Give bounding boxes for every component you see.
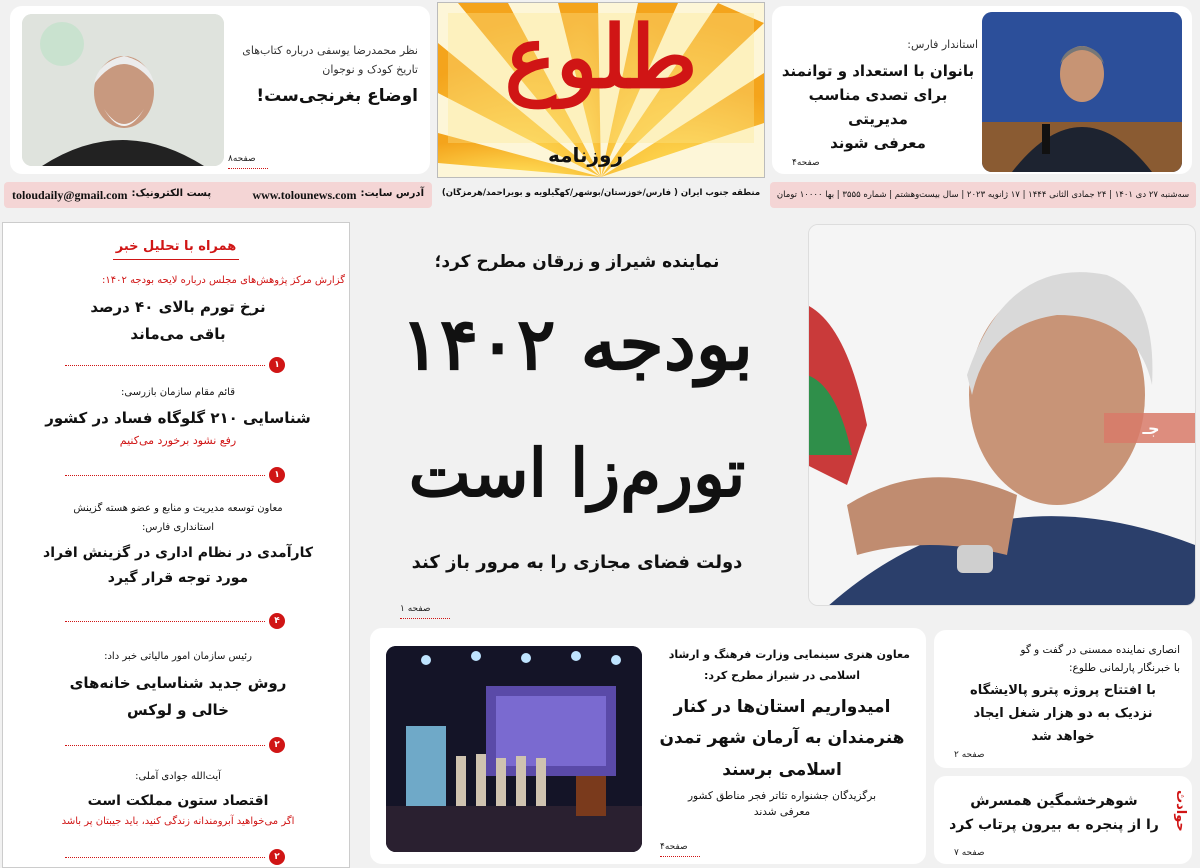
sidebar-item-3-kicker: معاون توسعه مدیریت و منابع و عضو هسته گزینش	[73, 503, 283, 514]
sidebar-title: همراه با تحلیل خبر	[115, 239, 237, 254]
author-photo	[22, 14, 224, 166]
logo-subtext: روزنامه	[548, 143, 623, 167]
bottom-right-card[interactable]	[934, 630, 1192, 768]
top-left-card[interactable]	[10, 6, 430, 174]
top-left-headline[interactable]: اوضاع بغرنجی‌ست!	[256, 86, 418, 106]
issue-info: سه‌شنبه ۲۷ دی ۱۴۰۱ | ۲۴ جمادی الثانی ۱۴۴۴ | ۱۷ ژانویه ۲۰۲۳ | سال بیست‌وهشتم | شماره ۳۵۵۵ | بها ۱۰۰۰۰ تومان	[776, 190, 1190, 200]
masthead-logo	[437, 2, 765, 178]
main-subhead: دولت فضای مجازی را به مرور باز کند	[411, 552, 743, 573]
sidebar-item-2-kicker: قائم مقام سازمان بازرسی:	[120, 387, 236, 398]
logo-text: طلوع	[504, 7, 698, 108]
culture-headline-1: امیدواریم استان‌ها در کنار	[673, 697, 891, 717]
culture-sub-1: برگزیدگان جشنواره تئاتر فجر مناطق کشور	[687, 790, 877, 803]
main-story[interactable]	[354, 222, 800, 622]
culture-card[interactable]	[370, 628, 926, 864]
sidebar-item-4-page: ۲	[269, 737, 285, 753]
sidebar-item-1-page: ۱	[269, 357, 285, 373]
top-left-kicker-1: نظر محمدرضا یوسفی درباره کتاب‌های	[242, 44, 418, 57]
sidebar-item-4[interactable]	[11, 651, 345, 724]
sidebar-item-4-line1: روش جدید شناسایی خانه‌های	[69, 674, 287, 692]
sidebar-item-3-line1: کارآمدی در نظام اداری در گزینش افراد	[43, 545, 313, 561]
bottom-right-page: صفحه ۲	[954, 750, 985, 760]
sidebar-item-5-kicker: آیت‌الله جوادی آملی:	[135, 771, 221, 782]
governor-photo	[982, 12, 1182, 172]
governor-portrait	[982, 12, 1182, 172]
main-page: صفحه ۱	[400, 604, 431, 614]
bottom-right-kicker-2: با خبرنگار پارلمانی طلوع:	[1069, 662, 1180, 674]
incident-page: صفحه ۷	[954, 848, 985, 858]
bottom-right-headline-2: نزدیک به دو هزار شغل ایجاد	[973, 705, 1153, 721]
sidebar-item-4-line2: خالی و لوکس	[127, 701, 229, 719]
sidebar-item-2[interactable]	[11, 387, 345, 447]
contact-strip	[4, 182, 432, 208]
incident-headline-1: شوهرخشمگین همسرش	[970, 793, 1138, 809]
portrait-illustration	[22, 14, 224, 166]
sidebar-item-3[interactable]	[11, 503, 345, 591]
top-right-headline-3[interactable]: معرفی شوند	[830, 134, 926, 152]
culture-page: صفحه۴	[660, 842, 688, 852]
top-right-headline-2[interactable]: برای تصدی مناسب مدیریتی	[808, 86, 948, 128]
sidebar-item-3-kicker2: استانداری فارس:	[141, 522, 215, 533]
top-left-page: صفحه۸	[228, 154, 256, 164]
bottom-right-headline-1: با افتتاح پروژه پترو پالایشگاه	[970, 683, 1156, 698]
sidebar-item-5-page: ۲	[269, 849, 285, 865]
sidebar-item-5[interactable]	[11, 771, 345, 827]
culture-sub-2: معرفی شدند	[753, 806, 811, 819]
website-link[interactable]: www.tolounews.com	[252, 187, 357, 202]
incident-headline-2: را از پنجره به بیرون پرتاب کرد	[949, 816, 1159, 833]
region-text: منطقه جنوب ایران ( فارس/خوزستان/بوشهر/کهگیلویه و بویراحمد/هرمزگان)	[441, 188, 761, 198]
sidebar-item-1-line2: باقی می‌ماند	[130, 325, 226, 343]
top-left-kicker-2: تاریخ کودک و نوجوان	[322, 63, 418, 76]
top-right-headline-1[interactable]: بانوان با استعداد و توانمند	[781, 62, 975, 80]
sidebar-item-2-line1: شناسایی ۲۱۰ گلوگاه فساد در کشور	[45, 409, 311, 427]
info-band	[0, 180, 1200, 214]
top-right-page: صفحه۴	[792, 158, 820, 168]
email-link[interactable]: toloudaily@gmail.com	[12, 187, 128, 202]
bottom-right-kicker-1: انصاری نماینده ممسنی در گفت و گو	[1020, 644, 1180, 656]
top-right-kicker: استاندار فارس:	[907, 38, 978, 51]
culture-kicker-1: معاون هنری سینمایی وزارت فرهنگ و ارشاد	[668, 648, 910, 661]
culture-kicker-2: اسلامی در شیراز مطرح کرد:	[703, 669, 860, 682]
website-label: آدرس سایت:	[360, 187, 424, 199]
main-photo	[808, 224, 1196, 606]
sidebar-item-1-kicker: گزارش مرکز پژوهش‌های مجلس درباره لایحه بودجه ۱۴۰۲:	[102, 275, 345, 286]
top-right-card[interactable]	[772, 6, 1192, 174]
sidebar-item-3-page: ۴	[269, 613, 285, 629]
bottom-right-headline-3: خواهد شد	[1031, 728, 1095, 744]
sidebar-item-1-line1: نرخ تورم بالای ۴۰ درصد	[90, 298, 266, 316]
email-label: پست الکترونیک:	[131, 187, 212, 199]
theater-photo	[386, 646, 642, 852]
sidebar	[2, 222, 350, 868]
incident-card[interactable]	[934, 776, 1192, 864]
incident-section-label: حوادث	[1173, 790, 1188, 832]
sidebar-item-2-page: ۱	[269, 467, 285, 483]
main-headline-1: بودجه ۱۴۰۲	[400, 301, 754, 386]
main-headline-2: تورم‌زا است	[408, 434, 746, 512]
sidebar-item-4-kicker: رئیس سازمان امور مالیاتی خبر داد:	[104, 651, 252, 662]
sidebar-item-3-line2: مورد توجه قرار گیرد	[107, 570, 249, 587]
sidebar-item-5-sub: اگر می‌خواهید آبرومندانه زندگی کنید، باید جیبتان پر باشد	[61, 816, 295, 828]
sidebar-item-1[interactable]	[11, 275, 345, 348]
issue-strip	[770, 182, 1196, 208]
sidebar-item-5-line1: اقتصاد ستون مملکت است	[87, 793, 269, 809]
sidebar-item-2-sub: رفع نشود برخورد می‌کنیم	[119, 434, 237, 447]
culture-headline-3: اسلامی برسند	[722, 759, 842, 780]
main-kicker: نماینده شیراز و زرقان مطرح کرد؛	[434, 252, 720, 272]
culture-headline-2: هنرمندان به آرمان شهر تمدن	[659, 728, 905, 749]
photo-badge: جـ	[1104, 413, 1196, 443]
stage-illustration	[386, 646, 642, 852]
